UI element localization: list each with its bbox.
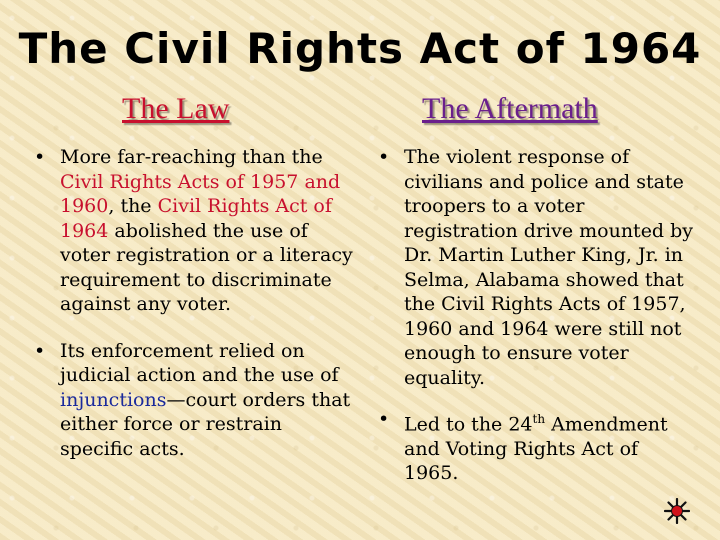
star-burst-icon[interactable] [664,498,690,524]
law-bullet-1-text-b: , the [108,195,158,217]
aftermath-bullet-2-text-b: Amendment and Voting Rights Act of 1965. [404,413,668,485]
aftermath-bullet-2-text-a: Led to the 24 [404,413,533,436]
law-bullet-2-text-b: —court orders that either force or restrain specific acts. [60,388,351,460]
law-bullet-2-text-a: Its enforcement relied on judicial action and the use of [60,339,339,386]
aftermath-bullet-list [376,145,694,486]
law-bullet-1 [32,145,354,317]
law-bullet-1-text-a: More far-reaching than the [60,146,323,168]
aftermath-bullet-2-superscript: th [532,412,546,426]
aftermath-bullet-2 [376,407,694,486]
column-heading-law: The Law [122,92,230,125]
law-bullet-2 [32,339,354,462]
law-bullet-1-highlight-act-1964: Civil Rights Act of 1964 [60,195,332,242]
law-bullet-1-highlight-acts-1957-1960: Civil Rights Acts of 1957 and 1960 [60,170,341,217]
slide-title: The Civil Rights Act of 1964 [18,24,702,73]
law-bullet-list [32,145,354,461]
column-heading-aftermath: The Aftermath [422,92,598,125]
law-bullet-2-highlight-injunctions: injunctions [60,388,167,411]
aftermath-bullet-1: • The violent response of civilians and police and state troopers to a voter registration drive mounted by Dr. Martin Luther King, Jr. in Selma, Alabama showed that the Civil Rights Acts of 1957, 1960 and 1964 were still not enough to ensure voter equality. [376,145,694,390]
law-bullet-1-text-c: abolished the use of voter registration or a literacy requirement to discriminate against any voter. [60,219,353,315]
